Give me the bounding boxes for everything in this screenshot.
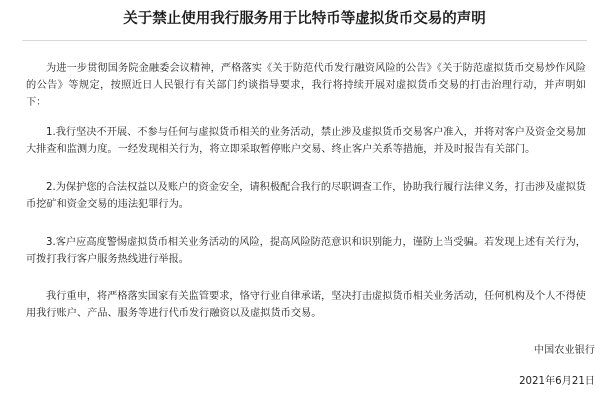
item-3-paragraph: 3.客户应高度警惕虚拟货币相关业务活动的风险，提高风险防范意识和识别能力，谨防上当受骗。若发现上述有关行为，可拨打我行客户服务热线进行举报。 — [26, 237, 586, 265]
signature-bank: 中国农业银行 — [533, 345, 595, 356]
intro-paragraph: 为进一步贯彻国务院金融委会议精神，严格落实《关于防范代币发行融资风险的公告》《关于防范虚拟货币交易炒作风险的公告》等规定，按照近日人民银行有关部门约谈指导要求，我行将持续开展对虚拟货币交易的打击治理行动，并声明如下： — [26, 63, 586, 108]
document-title: 关于禁止使用我行服务用于比特币等虚拟货币交易的声明 — [123, 11, 486, 27]
signature-date: 2021年6月21日 — [519, 376, 595, 387]
item-1-paragraph: 1.我行坚决不开展、不参与任何与虚拟货币相关的业务活动，禁止涉及虚拟货币交易客户准入，并将对客户及资金交易加大排查和监测力度。一经发现相关行为，将立即采取暂停账户交易、终止客户关系等措施，并及时报告有关部门。 — [26, 127, 586, 155]
title-divider — [22, 40, 587, 41]
closing-paragraph: 我行重申，将严格落实国家有关监管要求，恪守行业自律承诺，坚决打击虚拟货币相关业务活动，任何机构及个人不得使用我行账户、产品、服务等进行代币发行融资以及虚拟货币交易。 — [26, 291, 586, 319]
item-2-paragraph: 2.为保护您的合法权益以及账户的资金安全，请积极配合我行的尽职调查工作，协助我行履行法律义务，打击涉及虚拟货币挖矿和资金交易的违法犯罪行为。 — [26, 182, 586, 210]
